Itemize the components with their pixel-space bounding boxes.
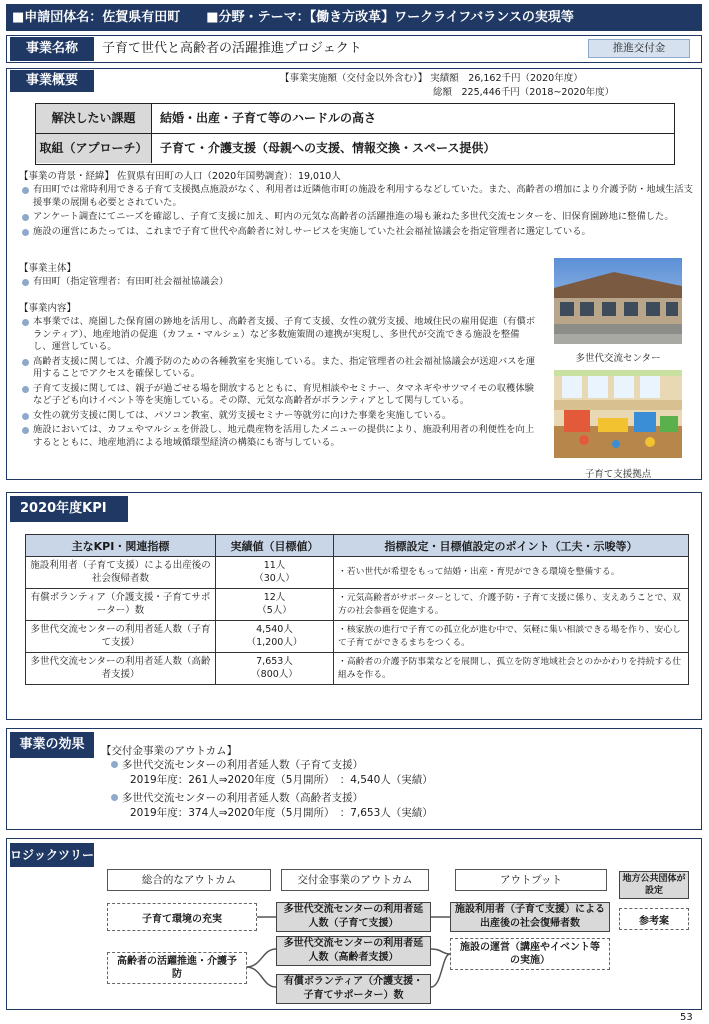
kpi-indicator: 多世代交流センターの利用者延人数（子育て支援） [26, 621, 216, 653]
childcare-photo [554, 370, 682, 458]
kpi-point: ・若い世代が希望をもって結婚・出産・育児ができる環境を整備する。 [334, 557, 689, 589]
table-row [26, 589, 689, 621]
list-item: 女性の就労支援に関しては、パソコン教室、就労支援セミナー等就労に向けた事業を実施している。 [19, 410, 537, 423]
project-name-tag: 事業名称 [10, 37, 94, 61]
building-illustration [554, 258, 682, 344]
content-title: 【事業内容】 [19, 303, 77, 314]
project-name: 子育て世代と高齢者の活躍推進プロジェクト [102, 41, 362, 56]
center-photo [554, 258, 682, 344]
table-row [26, 653, 689, 685]
kpi-value: 11人 （30人） [216, 557, 334, 589]
kpi-elderly-users: 多世代交流センターの利用者延人数（高齢者支援） [276, 936, 431, 966]
kpi-childcare-users: 多世代交流センターの利用者延人数（子育て支援） [276, 902, 431, 932]
list-item: 高齢者支援に関しては、介護予防のための各種教室を実施している。また、指定管理者の社会福祉協議会が送迎バスを運用することでアクセスを確保している。 [19, 356, 537, 381]
subject-title: 【事業主体】 [19, 263, 77, 274]
kpi-value: 12人 （5人） [216, 589, 334, 621]
background-list [19, 184, 695, 240]
col-header-output: アウトプット [455, 869, 607, 891]
kpi-indicator: 多世代交流センターの利用者延人数（高齢者支援） [26, 653, 216, 685]
theme: ■分野・テーマ：【働き方改革】ワークライフバランスの実現等 [206, 10, 574, 25]
kpi-indicator: 施設利用者（子育て支援）による出産後の社会復帰者数 [26, 557, 216, 589]
list-item: 施設においては、カフェやマルシェを併設し、地元農産物を活用したメニューの提供により、施設利用者の利便性を向上するとともに、地産地消による地域循環型経済の構築にも寄与している。 [19, 424, 537, 449]
output-facility-operation: 施設の運営（講座やイベント等の実施） [450, 938, 610, 970]
kpi-table [25, 534, 689, 685]
list-item: 多世代交流センターの利用者延人数（高齢者支援） 2019年度：374人⇒2020年度（5月開所） ：7,653人（実績） [108, 791, 688, 821]
kpi-volunteers: 有償ボランティア（介護支援・子育てサポーター）数 [276, 974, 431, 1004]
list-item: 多世代交流センターの利用者延人数（子育て支援） 2019年度：261人⇒2020年度（5月開所） ：4,540人（実績） [108, 758, 688, 788]
kpi-indicator: 有償ボランティア（介護支援・子育てサポーター）数 [26, 589, 216, 621]
legend-local-gov: 地方公共団体が設定 [619, 871, 689, 899]
effects-list [108, 758, 688, 823]
kpi-header-indicator: 主なKPI・関連指標 [26, 535, 216, 557]
center-photo-caption: 多世代交流センター [575, 353, 661, 364]
effects-title: 【交付金事業のアウトカム】 [101, 745, 238, 757]
kpi-value: 4,540人 （1,200人） [216, 621, 334, 653]
applicant-org: ■申請団体名：佐賀県有田町 [12, 10, 181, 25]
list-item: 施設の運営にあたっては、これまで子育て世代や高齢者に対しサービスを実施していた社会福祉協議会を指定管理者に選定している。 [19, 226, 695, 239]
effects-tag: 事業の効果 [10, 732, 94, 758]
subsidy-badge: 推進交付金 [588, 39, 690, 58]
cost-line-2: 総額 225,446千円（2018~2020年度） [433, 87, 615, 98]
legend-reference: 参考案 [619, 908, 689, 930]
list-item: 子育て支援に関しては、親子が過ごせる場を開放するとともに、育児相談やセミナー、タマネギやサツマイモの収穫体験など子ども向けイベント等を実施している。その際、元気な高齢者がボランティアとして関与している。 [19, 383, 537, 408]
issue-label: 解決したい課題 [36, 104, 152, 133]
outcome-elderly-activity: 高齢者の活躍推進・介護予防 [107, 952, 247, 984]
kpi-point: ・核家族の進行で子育ての孤立化が進む中で、気軽に集い相談できる場を作り、安心して子育てができるまちをつくる。 [334, 621, 689, 653]
cost-line-1: 【事業実施額（交付金以外含む）】 実績額 26,162千円（2020年度） [280, 73, 583, 84]
table-row [26, 557, 689, 589]
overview-tag: 事業概要 [10, 70, 94, 92]
col-header-total-outcome: 総合的なアウトカム [107, 869, 271, 891]
background-title: 【事業の背景・経緯】 佐賀県有田町の人口（2020年国勢調査）：19,010人 [19, 171, 341, 182]
subject-list [19, 276, 539, 291]
kpi-point: ・高齢者の介護予防事業などを展開し、孤立を防ぎ地域社会とのかかわりを持続する仕組みを作る。 [334, 653, 689, 685]
list-item: 有田町では常時利用できる子育て支援拠点施設がなく、利用者は近隣他市町の施設を利用するなどしていた。また、高齢者の増加により介護予防・地域生活支援事業の展開も必要とされていた。 [19, 184, 695, 209]
logic-tree-tag: ロジックツリー [10, 843, 94, 867]
issue-approach-box [35, 103, 675, 165]
page-number: 53 [680, 1012, 693, 1023]
list-item: 本事業では、廃園した保育園の跡地を活用し、高齢者支援、子育て支援、女性の就労支援、地域住民の雇用促進（有償ボランティア）、地産地消の促進（カフェ・マルシェ）など多数施策間の連携が実現し、多世代が交流できる施設を整備し、運営している。 [19, 316, 537, 354]
outcome-childcare-environment: 子育て環境の充実 [107, 903, 257, 931]
kpi-header-value: 実績値（目標値） [216, 535, 334, 557]
approach-text: 子育て・介護支援（母親への支援、情報交換・スペース提供） [160, 141, 496, 155]
childcare-photo-caption: 子育て支援拠点 [584, 469, 652, 480]
kpi-point: ・元気高齢者がサポーターとして、介護予防・子育て支援に係り、支えあうことで、双方の社会参画を促進する。 [334, 589, 689, 621]
list-item: 有田町（指定管理者：有田町社会福祉協議会） [19, 276, 539, 289]
issue-text: 結婚・出産・子育て等のハードルの高さ [160, 111, 377, 125]
output-return-to-work: 施設利用者（子育て支援）による出産後の社会復帰者数 [450, 902, 610, 932]
approach-label: 取組（アプローチ） [36, 134, 152, 163]
table-row [26, 621, 689, 653]
col-header-grant-outcome: 交付金事業のアウトカム [281, 869, 429, 891]
kpi-value: 7,653人 （800人） [216, 653, 334, 685]
content-list [19, 316, 537, 451]
playroom-illustration [554, 370, 682, 458]
list-item: アンケート調査にてニーズを確認し、子育て支援に加え、町内の元気な高齢者の活躍推進の場も兼ねた多世代交流センターを、旧保育園跡地に整備した。 [19, 211, 695, 224]
kpi-header-point: 指標設定・目標値設定のポイント（工夫・示唆等） [334, 535, 689, 557]
page-header [6, 4, 702, 31]
kpi-tag: 2020年度KPI [10, 496, 128, 522]
